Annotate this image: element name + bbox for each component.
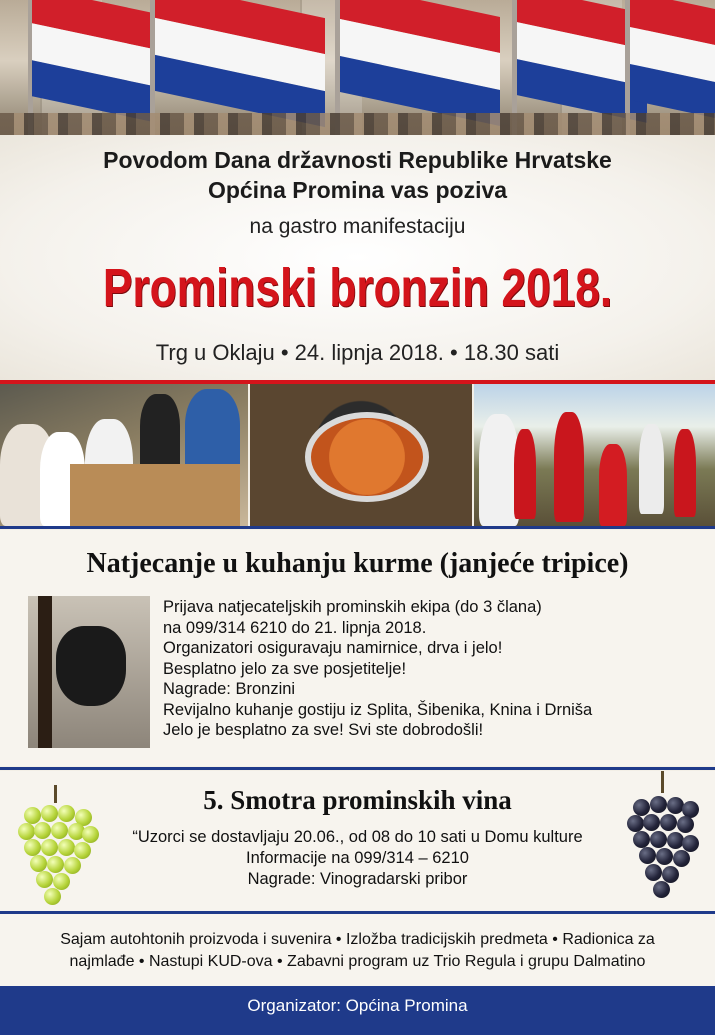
photo-cooking-teams <box>474 384 715 526</box>
photo-cauldron-with-stew <box>250 384 472 526</box>
wine-info <box>85 827 630 890</box>
competition-line: Prijava natjecateljskih prominskih ekipa (do 3 člana) <box>163 598 542 616</box>
photo-strip <box>0 384 715 526</box>
competition-line: Organizatori osiguravaju namirnice, drva i jelo! <box>163 639 503 657</box>
header-photo-croatian-flags <box>0 0 715 135</box>
competition-line: Jelo je besplatno za sve! Svi ste dobrodošli! <box>163 721 484 739</box>
competition-title: Natjecanje u kuhanju kurme (janjeće tripice) <box>86 548 629 579</box>
program-section <box>0 914 715 986</box>
event-details: Trg u Oklaju • 24. lipnja 2018. • 18.30 sati <box>155 340 560 365</box>
competition-line: na 099/314 6210 do 21. lipnja 2018. <box>163 618 427 637</box>
wine-line: “Uzorci se dostavljaju 20.06., od 08 do 10 sati u Domu kulture <box>132 828 583 846</box>
photo-guests-at-table <box>0 384 248 526</box>
cooking-competition-section <box>0 530 715 766</box>
competition-line: Besplatno jelo za sve posjetitelje! <box>163 659 407 678</box>
blue-divider-middle <box>0 767 715 770</box>
wine-title: 5. Smotra prominskih vina <box>203 785 512 815</box>
wine-show-section <box>0 771 715 911</box>
event-type-line: na gastro manifestaciju <box>249 215 466 238</box>
host-line: Općina Promina vas poziva <box>207 177 508 203</box>
invitation-block <box>0 135 715 380</box>
competition-line: Nagrade: Bronzini <box>163 680 296 698</box>
program-line: Sajam autohtonih proizvoda i suvenira • Izložba tradicijskih predmeta • Radionica za <box>60 931 655 948</box>
program-info <box>10 929 705 973</box>
occasion-line: Povodom Dana državnosti Republike Hrvatske <box>103 147 612 173</box>
competition-info <box>163 597 703 741</box>
wine-line: Informacije na 099/314 – 6210 <box>246 849 469 867</box>
dark-grapes-icon <box>625 771 705 909</box>
program-line: najmlađe • Nastupi KUD-ova • Zabavni program uz Trio Regula i grupu Dalmatino <box>69 953 646 970</box>
organizer-footer <box>0 986 715 1035</box>
organizer-text: Organizator: Općina Promina <box>247 996 468 1015</box>
competition-line: Revijalno kuhanje gostiju iz Splita, Šibenika, Knina i Drniša <box>163 700 593 719</box>
photo-black-cauldron <box>28 596 150 748</box>
event-title: Prominski bronzin 2018. <box>102 258 613 318</box>
blue-divider-top <box>0 526 715 529</box>
wine-line: Nagrade: Vinogradarski pribor <box>247 870 468 888</box>
